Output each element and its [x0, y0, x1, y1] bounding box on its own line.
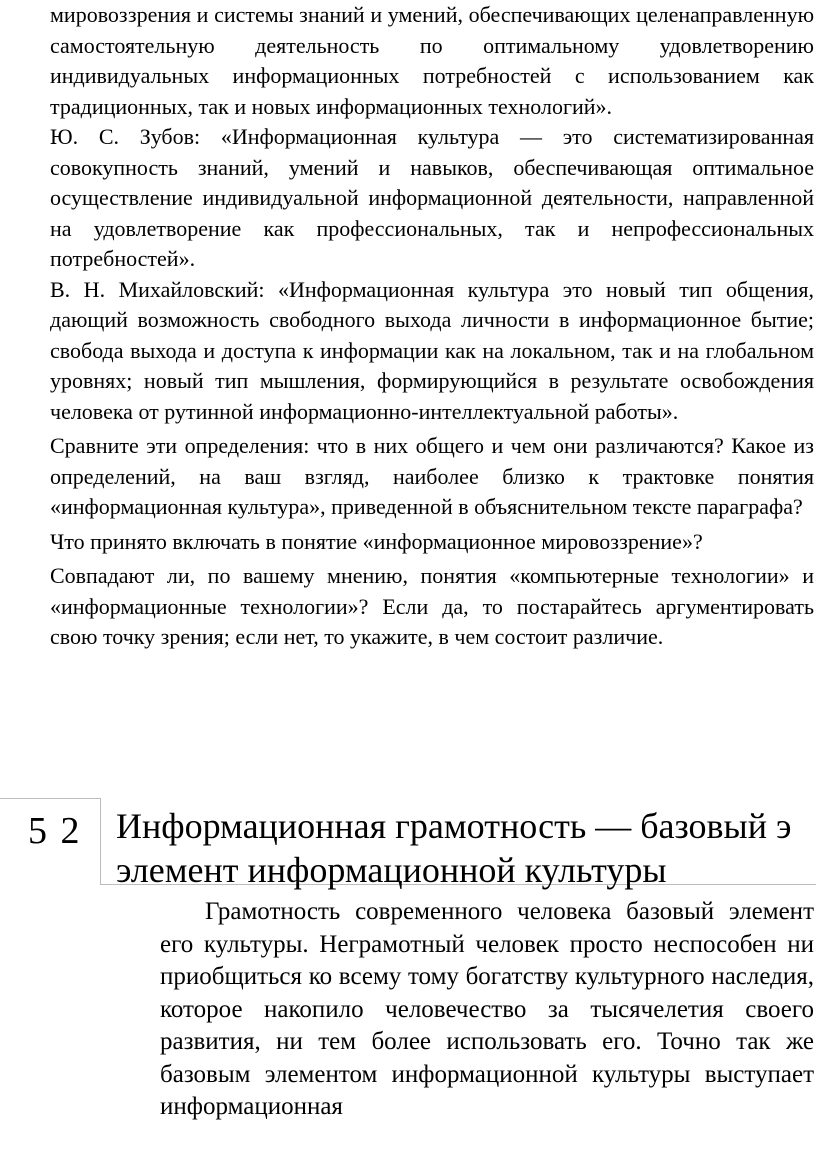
section-title-line-2: элемент информационной культуры [116, 850, 667, 890]
section-title-line-1: Информационная грамотность — базовый э [116, 806, 792, 846]
section-body [160, 896, 814, 1124]
paragraph-mikhailovsky-definition: В. Н. Михайловский: «Информационная культура это новый тип общения, дающий возможность свободного выхода личности в информационное бытие; свобода выхода и доступа к информации как на локальном, так и на глобальном уровнях; новый тип мышления, формирующийся в результате освобождения человека от рутинной информационно-интеллектуальной работы». [50, 276, 814, 424]
section-body-paragraph: Грамотность современного человека базовый элемент его культуры. Неграмотный человек просто неспособен ни приобщиться ко всему тому богатству культурного наследия, которое накопило человечество за тысячелетия своего развития, ни тем более использовать его. Точно так же базовым элементом информационной культуры выступает информационная [160, 898, 814, 1120]
paragraph-worldview-question: Что принято включать в понятие «информационное мировоззрение»? [50, 528, 703, 554]
paragraph-definition-continued: мировоззрения и системы знаний и умений, обеспечивающих целенаправленную самостоятельную деятельность по оптимальному удовлетворению индивидуальных информационных потребностей с использованием как традиционных, так и новых информационных технологий». [50, 2, 814, 119]
paragraph-compare-question: Сравните эти определения: что в них общего и чем они различаются? Какое из определений, на ваш взгляд, наиболее близко к трактовке понятия «информационная культура», приведенной в объяснительном тексте параграфа? [50, 433, 814, 519]
questions-block [50, 0, 814, 653]
paragraph-technologies-question: Совпадают ли, по вашему мнению, понятия «компьютерные технологии» и «информационные технологии»? Если да, то постарайтесь аргументировать свою точку зрения; если нет, то укажите, в чем состоит различие. [50, 563, 814, 649]
section-number: 5 2 [28, 810, 82, 852]
paragraph-zubov-definition: Ю. С. Зубов: «Информационная культура — это систематизированная совокупность знаний, умений и навыков, обеспечивающая оптимальное осуществление индивидуальной информационной деятельности, направленной на удовлетворение как профессиональных, так и непрофессиональных потребностей». [50, 124, 814, 271]
section-title [116, 804, 816, 892]
